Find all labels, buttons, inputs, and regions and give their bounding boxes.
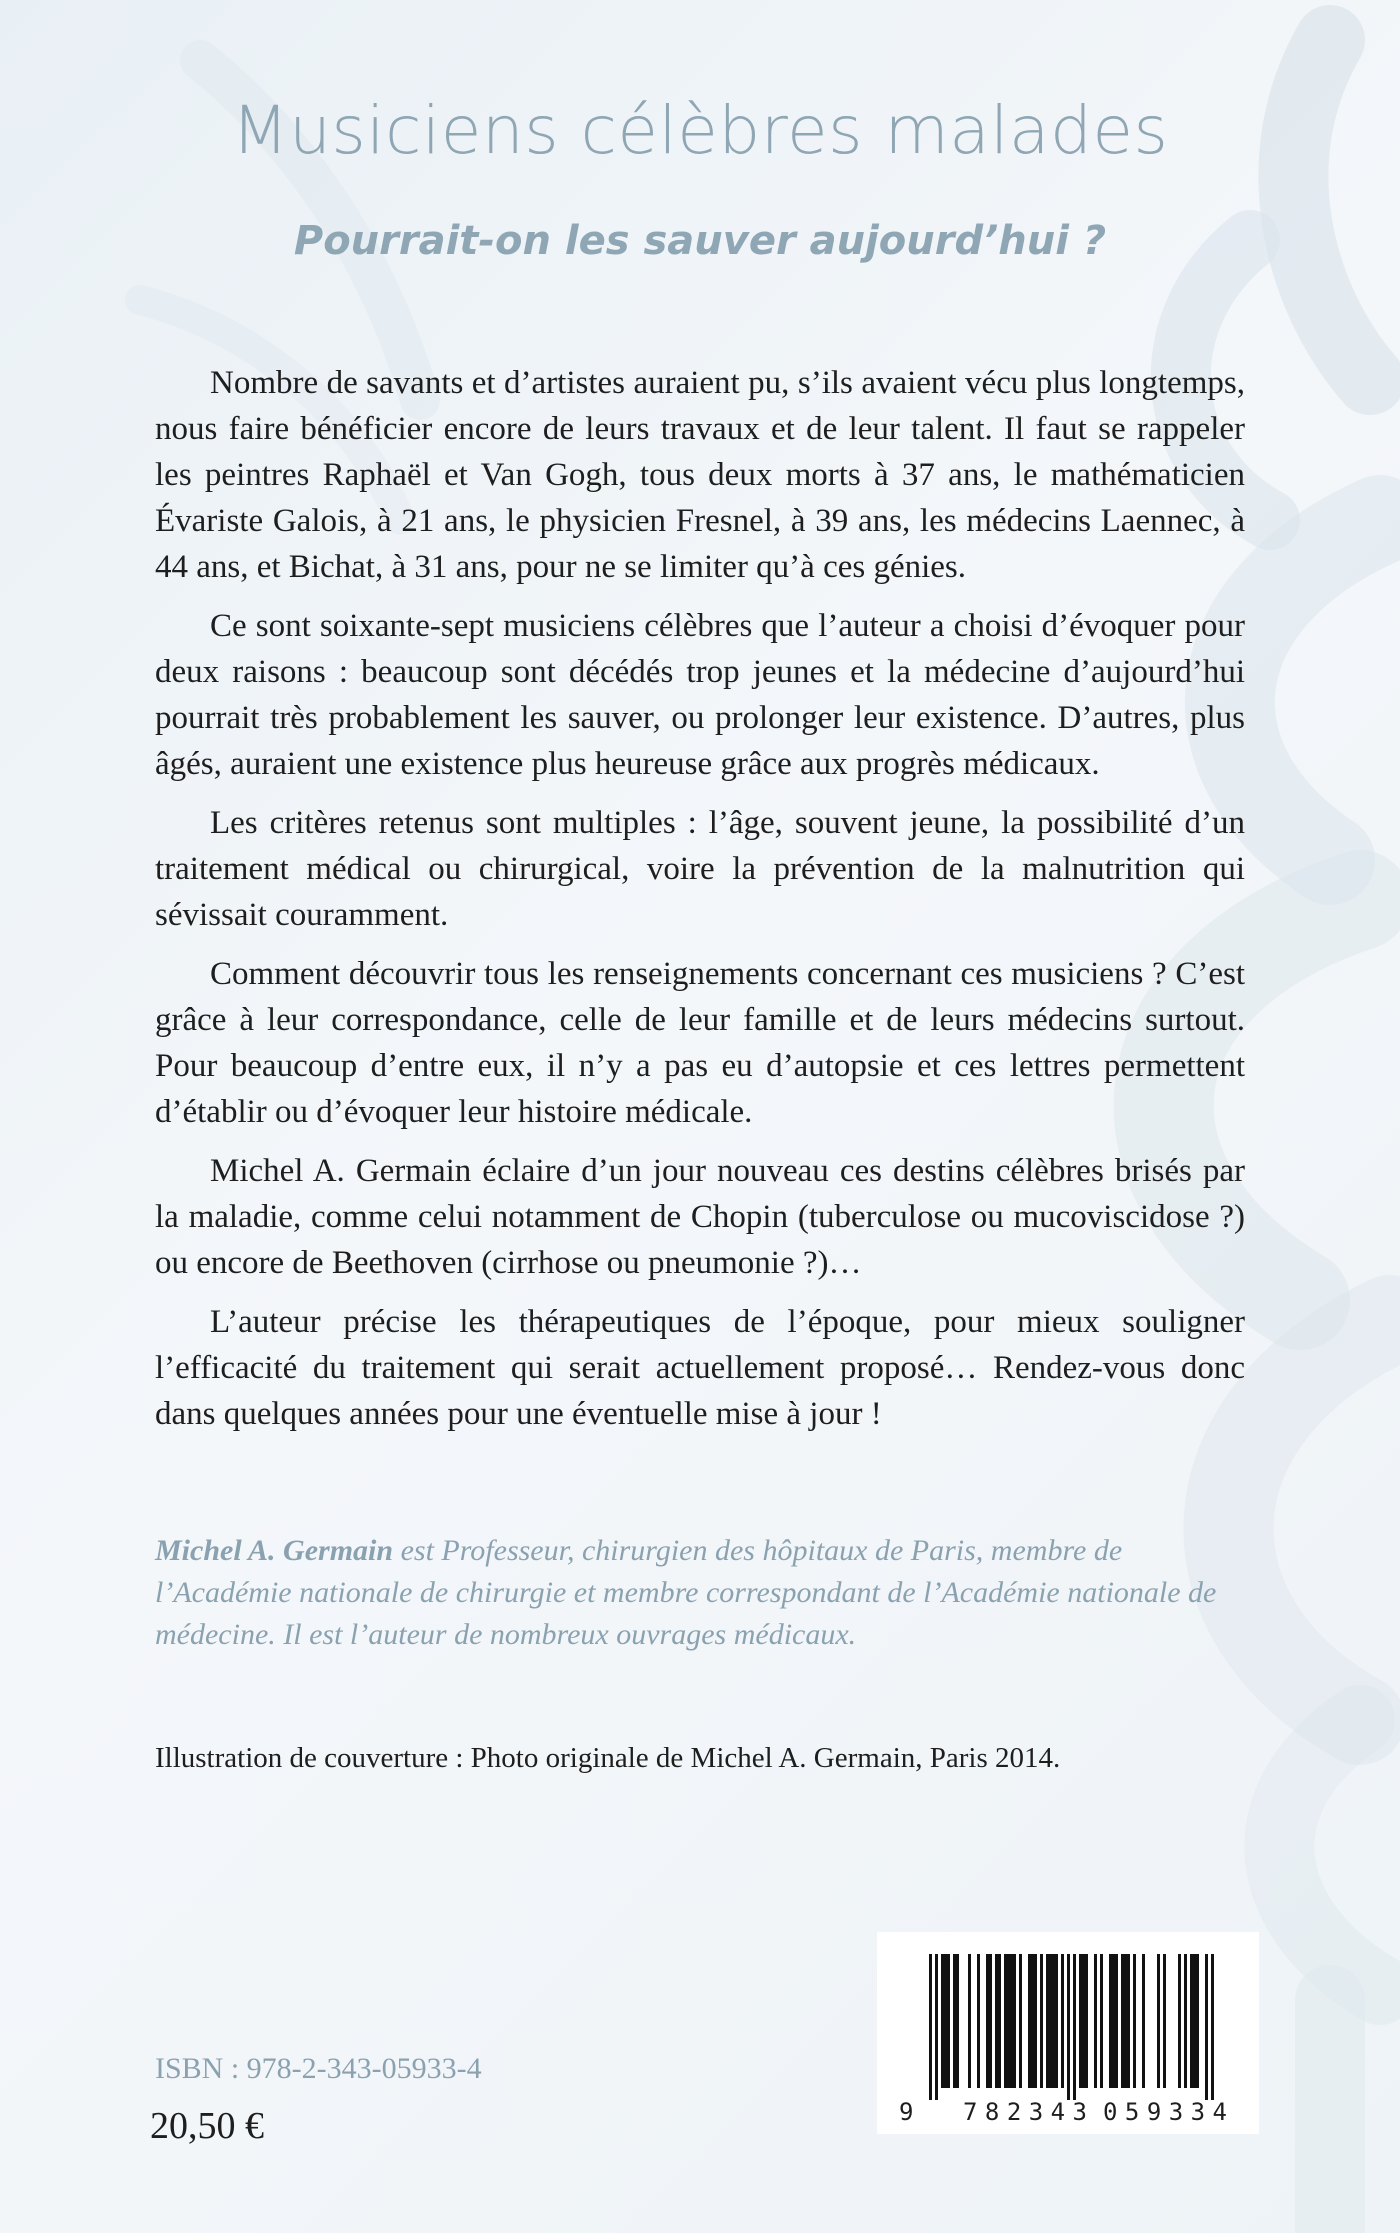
barcode-bar xyxy=(1178,1954,1181,2088)
barcode-bar xyxy=(1127,1954,1130,2088)
barcode-bar xyxy=(998,1954,1001,2088)
barcode-bar xyxy=(1163,1954,1166,2088)
barcode-bar xyxy=(1109,1954,1112,2088)
barcode-bar xyxy=(953,1954,956,2088)
barcode-bar xyxy=(1040,1954,1043,2088)
price: 20,50 € xyxy=(150,2105,264,2147)
barcode-bar xyxy=(1055,1954,1058,2088)
barcode-bar xyxy=(1031,1954,1034,2088)
barcode-bar xyxy=(956,1954,959,2088)
barcode-bar xyxy=(1184,1954,1187,2088)
barcode-bar xyxy=(1157,1954,1160,2088)
barcode-bar xyxy=(944,1954,947,2088)
barcode-bars xyxy=(929,1954,1214,2100)
isbn: ISBN : 978-2-343-05933-4 xyxy=(155,2052,482,2085)
barcode-bar xyxy=(989,1954,992,2088)
barcode-bar xyxy=(1052,1954,1055,2088)
blurb-paragraph: Comment découvrir tous les renseignements concernant ces musiciens ? C’est grâce à leur correspondance, celle de leur famille et de leurs médecins surtout. Pour beaucoup d’entre eux, il n’y a pas eu d’autopsie et ces lettres permettent d’établir ou d’évoquer leur histoire médicale. xyxy=(155,956,1245,1130)
barcode-bar xyxy=(1211,1954,1214,2100)
barcode-bar xyxy=(941,1954,944,2088)
barcode-bar xyxy=(1082,1954,1085,2088)
blurb-paragraph: Ce sont soixante-sept musiciens célèbres que l’auteur a choisi d’évoquer pour deux raisons : beaucoup sont décédés trop jeunes et la médecine d’aujourd’hui pourrait très probablement les sauver, ou prolonger leur existence. D’autres, plus âgés, auraient une existence plus heureuse grâce aux progrès médicaux. xyxy=(155,608,1245,782)
barcode-bar xyxy=(1100,1954,1103,2088)
barcode xyxy=(877,1932,1259,2134)
barcode-bar xyxy=(1190,1954,1193,2088)
barcode-bar xyxy=(1133,1954,1136,2088)
author-name: Michel A. Germain xyxy=(155,1534,394,1567)
cover-illustration-credit: Illustration de couverture : Photo originale de Michel A. Germain, Paris 2014. xyxy=(155,1742,1061,1774)
author-bio xyxy=(155,1530,1245,1656)
barcode-bar xyxy=(1085,1954,1088,2088)
barcode-bar xyxy=(929,1954,932,2100)
barcode-bar xyxy=(1046,1954,1049,2088)
blurb-text xyxy=(155,360,1245,1450)
barcode-bar xyxy=(1034,1954,1037,2088)
barcode-bar xyxy=(1019,1954,1022,2088)
barcode-bar xyxy=(1061,1954,1064,2088)
book-subtitle: Pourrait-on les sauver aujourd’hui ? xyxy=(293,218,1107,264)
barcode-bar xyxy=(1073,1954,1076,2100)
barcode-bar xyxy=(1205,1954,1208,2100)
barcode-bar xyxy=(1067,1954,1070,2100)
barcode-bar xyxy=(995,1954,998,2088)
barcode-bar xyxy=(1007,1954,1010,2088)
barcode-bar xyxy=(1010,1954,1013,2088)
barcode-bar xyxy=(1028,1954,1031,2088)
blurb-paragraph: Les critères retenus sont multiples : l’âge, souvent jeune, la possibilité d’un traitement médical ou chirurgical, voire la prévention de la malnutrition qui sévissait couramment. xyxy=(155,805,1245,933)
barcode-bar xyxy=(1196,1954,1199,2088)
barcode-bar xyxy=(1049,1954,1052,2088)
barcode-bar xyxy=(1013,1954,1016,2088)
barcode-bar xyxy=(1094,1954,1097,2088)
blurb-paragraph: L’auteur précise les thérapeutiques de l’époque, pour mieux souligner l’efficacité du traitement qui serait actuellement proposé… Rendez-vous donc dans quelques années pour une éventuelle mise à jour ! xyxy=(155,1304,1245,1432)
barcode-bar xyxy=(1004,1954,1007,2088)
blurb-paragraph: Michel A. Germain éclaire d’un jour nouveau ces destins célèbres brisés par la maladie, comme celui notamment de Chopin (tuberculose ou mucoviscidose ?) ou encore de Beethoven (cirrhose ou pneumonie ?)… xyxy=(155,1153,1245,1281)
barcode-graphic xyxy=(877,1932,1259,2134)
barcode-bar xyxy=(986,1954,989,2088)
barcode-bar xyxy=(1124,1954,1127,2088)
barcode-bar xyxy=(1121,1954,1124,2088)
barcode-lead-digit: 9 xyxy=(899,2098,914,2126)
barcode-bar xyxy=(1079,1954,1082,2088)
barcode-bar xyxy=(1193,1954,1196,2088)
barcode-bar xyxy=(935,1954,938,2100)
barcode-bar xyxy=(947,1954,950,2088)
author-bio-text: est Professeur, chirurgien des hôpitaux de Paris, membre de l’Académie nationale de chirurgie et membre correspondant de l’Académie nationale de médecine. Il est l’auteur de nombreux ouvrages médicaux. xyxy=(155,1534,1217,1651)
barcode-bar xyxy=(968,1954,971,2088)
barcode-bar xyxy=(1142,1954,1145,2088)
barcode-right-digits: 059334 xyxy=(1103,2098,1227,2126)
blurb-paragraph: Nombre de savants et d’artistes auraient pu, s’ils avaient vécu plus longtemps, nous faire bénéficier encore de leurs travaux et de leur talent. Il faut se rappeler les peintres Raphaël et Van Gogh, tous deux morts à 37 ans, le mathématicien Évariste Galois, à 21 ans, le physicien Fresnel, à 39 ans, les médecins Laennec, à 44 ans, et Bichat, à 31 ans, pour ne se limiter qu’à ces génies. xyxy=(155,365,1245,585)
barcode-bar xyxy=(1112,1954,1115,2088)
book-title: Musiciens célèbres malades xyxy=(231,92,1169,169)
barcode-bar xyxy=(1115,1954,1118,2088)
barcode-bar xyxy=(977,1954,980,2088)
barcode-left-digits: 782343 xyxy=(963,2098,1087,2126)
